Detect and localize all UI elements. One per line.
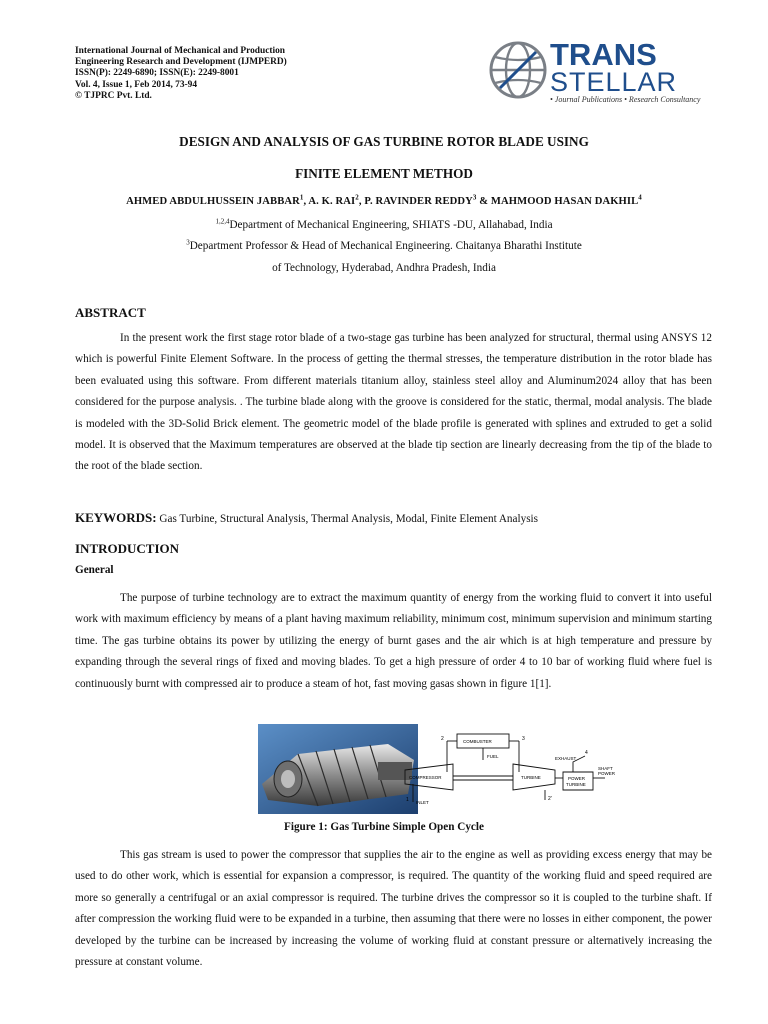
state-number: 2 (441, 736, 444, 742)
author-list (0, 193, 768, 207)
journal-line: © TJPRC Pvt. Ltd. (75, 90, 152, 101)
state-number: 1 (406, 797, 409, 803)
state-number: 3 (522, 736, 525, 742)
exhaust-label: EXHAUST (555, 756, 577, 761)
keywords-text: Gas Turbine, Structural Analysis, Thermal Analysis, Modal, Finite Element Analysis (156, 513, 539, 525)
fuel-label: FUEL (487, 754, 499, 759)
power-turbine-label-2: TURBINE (566, 782, 586, 787)
author-sup: 2 (355, 193, 359, 202)
keywords (75, 510, 538, 526)
author-name: AHMED ABDULHUSSEIN JABBAR (126, 196, 300, 207)
logo-word-top: TRANS (550, 37, 657, 72)
author-name: A. K. RAI (308, 196, 356, 207)
abstract-heading: ABSTRACT (75, 305, 146, 320)
journal-line: Vol. 4, Issue 1, Feb 2014, 73-94 (75, 79, 198, 90)
affiliation-sup: 3 (186, 238, 190, 247)
state-number: 4 (585, 750, 588, 756)
paper-title-line-2: FINITE ELEMENT METHOD (295, 166, 473, 181)
globe-icon (491, 43, 545, 97)
journal-info (75, 46, 355, 102)
journal-line: International Journal of Mechanical and Production (75, 46, 285, 56)
author-separator: & (476, 196, 491, 207)
general-subheading: General (75, 564, 114, 576)
author-separator: , (303, 196, 309, 207)
affiliation-text: Department of Mechanical Engineering, SHIATS -DU, Allahabad, India (229, 219, 553, 231)
affiliation-2-continued: of Technology, Hyderabad, Andhra Pradesh, India (272, 262, 496, 274)
introduction-paragraph-2: This gas stream is used to power the compressor that supplies the air to the engine as well as providing excess energy that may be used to do other work, which is essential for expansion a compressor, is required. The quantity of the working fluid and speed required are more so generally a centrifugal or an axial compressor is required. The turbine drives the compressor so it is coupled to the turbine shaft. If after compression the working fluid were to be expanded in a turbine, then assuming that there were no losses in either component, the power developed by the turbine can be increased by increasing the volume of working fluid at constant pressure or alternatively increasing the pressure at constant volume. (75, 849, 712, 969)
shaft-power-label-1: SHAFT (598, 766, 613, 771)
state-number: 2' (548, 796, 552, 802)
author-sup: 3 (472, 193, 477, 202)
affiliation-text: Department Professor & Head of Mechanical Engineering. Chaitanya Bharathi Institute (189, 240, 582, 252)
affiliation-2 (0, 240, 768, 252)
affiliation-sup: 1,2,4 (215, 217, 230, 226)
affiliation-1 (0, 219, 768, 231)
keywords-label: KEYWORDS: (75, 510, 157, 525)
journal-line: Engineering Research and Development (IJMPERD) (75, 57, 287, 68)
abstract-text: In the present work the first stage rotor blade of a two-stage gas turbine has been analyzed for structural, thermal using ANSYS 12 which is powerful Finite Element Software. In the process of getting the thermal stresses, the temperature distribution in the rotor blade has been evaluated using this software. From different materials titanium alloy, stainless steel alloy and Aluminum2024 alloy that has been considered for the purpose analysis. . The turbine blade along with the groove is considered for the static, thermal, modal analysis. The blade is modeled with the 3D-Solid Brick element. The geometric model of the blade profile is generated with splines and extruded to get a solid model. It is observed that the Maximum temperatures are observed at the blade tip section are linearly decreasing from the tip of the blade to the root of the blade section. (75, 332, 712, 473)
transstellar-logo (486, 36, 716, 106)
introduction-heading: INTRODUCTION (75, 541, 180, 556)
compressor-label: COMPRESSOR (409, 775, 442, 780)
logo-tagline: • Journal Publications • Research Consultancy (550, 95, 701, 104)
shaft-power-label-2: POWER (598, 771, 616, 776)
turbine-label: TURBINE (521, 775, 541, 780)
power-turbine-label-1: POWER (568, 776, 586, 781)
open-cycle-diagram (395, 728, 625, 810)
author-sup: 1 (299, 193, 304, 202)
author-sup: 4 (638, 193, 642, 202)
journal-line: ISSN(P): 2249-6890; ISSN(E): 2249-8001 (75, 68, 239, 79)
combustor-label: COMBUSTER (463, 739, 492, 744)
author-separator: , (358, 196, 365, 207)
figure-caption: Figure 1: Gas Turbine Simple Open Cycle (284, 821, 484, 833)
author-name: P. RAVINDER REDDY (364, 196, 473, 207)
introduction-paragraph-1: The purpose of turbine technology are to extract the maximum quantity of energy from the working fluid to convert it into useful work with maximum efficiency by means of a plant having maximum reliability, minimum cost, minimum supervision and minimum starting time. The gas turbine obtains its power by utilizing the energy of burnt gases and the air which is at high temperature and pressure by expanding through the several rings of fixed and moving blades. To get a high pressure of order 4 to 10 bar of working fluid where fuel is continuously burnt with compressed air to produce a steam of hot, fast moving gasas shown in figure 1[1]. (75, 592, 712, 690)
power-turbine-box (563, 772, 593, 790)
paper-title-line-1: DESIGN AND ANALYSIS OF GAS TURBINE ROTOR BLADE USING (179, 134, 589, 149)
author-name: MAHMOOD HASAN DAKHIL (490, 196, 639, 207)
inlet-label: INLET (416, 800, 429, 805)
gas-turbine-photo (258, 724, 418, 814)
logo-word-bottom: STELLAR (550, 67, 678, 97)
